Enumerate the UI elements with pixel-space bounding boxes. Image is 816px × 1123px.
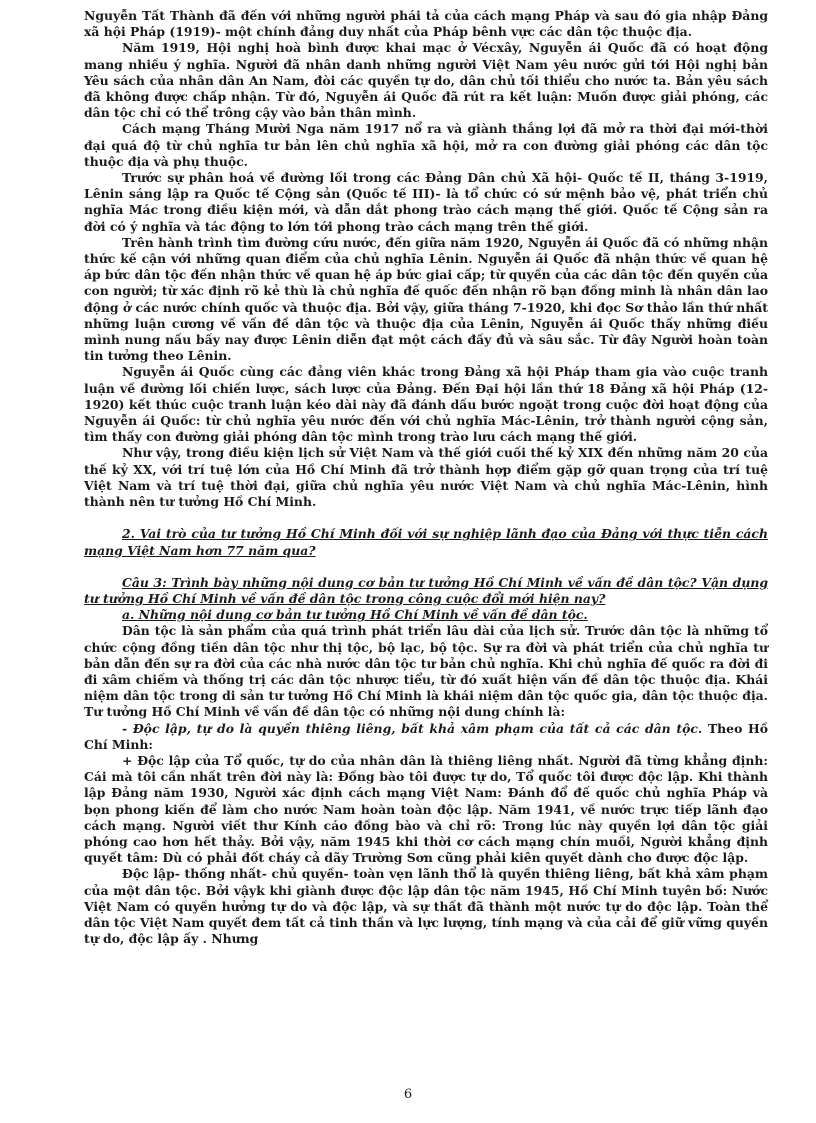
paragraph: Cách mạng Tháng Mười Nga năm 1917 nổ ra và giành thắng lợi đã mở ra thời đại mới-thời đại quá độ từ chủ nghĩa tư bản lên chủ nghĩa xã hội, mở ra con đường giải phóng các dân tộc thuộc địa và phụ thuộc. <box>84 121 768 169</box>
paragraph: Trước sự phân hoá về đường lối trong các Đảng Dân chủ Xã hội- Quốc tế II, tháng 3-1919, Lênin sáng lập ra Quốc tế Cộng sản (Quốc tế III)- là tổ chức có sứ mệnh bảo vệ, phát triển chủ nghĩa Mác trong điều kiện mới, và dẫn dắt phong trào cách mạng thế giới. Quốc tế Cộng sản ra đời có ý nghĩa và tác động to lớn tới phong trào cách mạng trên thế giới. <box>84 170 768 234</box>
section-heading: 2. Vai trò của tư tưởng Hồ Chí Minh đối với sự nghiệp lãnh đạo của Đảng với thực tiễn cách mạng Việt Nam hơn 77 năm qua? <box>84 526 768 558</box>
paragraph: Nguyễn Tất Thành đã đến với những người phái tả của cách mạng Pháp và sau đó gia nhập Đảng xã hội Pháp (1919)- một chính đảng duy nhất của Pháp bênh vực các dân tộc thuộc địa. <box>84 8 768 40</box>
paragraph: Độc lập- thống nhất- chủ quyền- toàn vẹn lãnh thổ là quyền thiêng liêng, bất khả xâm phạm của một dân tộc. Bởi vậyk khi giành được độc lập dân tộc năm 1945, Hồ Chí Minh tuyên bố: Nước Việt Nam có quyền hưởng tự do và độc lập, và sự thất đã thành một nước tự do độc lập. Toàn thể dân tộc Việt Nam quyết đem tất cả tinh thần và lực lượng, tính mạng và của cải để giữ vững quyền tự do, độc lập ấy . Nhưng <box>84 866 768 947</box>
page-number: 6 <box>403 1087 413 1102</box>
paragraph <box>84 721 768 753</box>
paragraph: Như vậy, trong điều kiện lịch sử Việt Nam và thế giới cuối thế kỷ XIX đến những năm 20 của thế kỷ XX, với trí tuệ lớn của Hồ Chí Minh đã trở thành hợp điểm gặp gỡ quan trọng của trí tuệ Việt Nam và trí tuệ thời đại, giữa chủ nghĩa yêu nước Việt Nam và chủ nghĩa Mác-Lênin, hình thành nên tư tưởng Hồ Chí Minh. <box>84 445 768 510</box>
lead-rest: Theo Hồ Chí Minh: <box>84 720 769 752</box>
paragraph: Dân tộc là sản phẩm của quá trình phát triển lâu dài của lịch sử. Trước dân tộc là những tổ chức cộng đồng tiền dân tộc như thị tộc, bộ lạc, bộ tộc. Sự ra đời và phát triển của chủ nghĩa tư bản dẫn đến sự ra đời của các nhà nước dân tộc tư bản chủ nghĩa. Khi chủ nghĩa đế quốc ra đời đi đi xâm chiếm và thống trị các dân tộc nhược tiểu, từ đó xuất hiện vấn đề dân tộc thuộc địa. Khái niệm dân tộc trong di sản tư tưởng Hồ Chí Minh là khái niệm dân tộc quốc gia, dân tộc thuộc địa. Tư tưởng Hồ Chí Minh về vấn đề dân tộc có những nội dung chính là: <box>84 623 768 720</box>
question-heading: Câu 3: Trình bày những nội dung cơ bản tư tưởng Hồ Chí Minh về vấn đề dân tộc? Vận dụng tư tưởng Hồ Chí Minh về vấn đề dân tộc trong công cuộc đổi mới hiện nay? <box>84 574 768 606</box>
subsection-heading: a. Những nội dung cơ bản tư tưởng Hồ Chí Minh về vấn đề dân tộc. <box>122 607 588 623</box>
paragraph: Năm 1919, Hội nghị hoà bình được khai mạc ở Vécxây, Nguyễn ái Quốc đã có hoạt động mang nhiều ý nghĩa. Người đã nhân danh những người Việt Nam yêu nước gửi tới Hội nghị bản Yêu sách của nhân dân An Nam, đòi các quyền tự do, dân chủ tối thiểu cho nước ta. Bản yêu sách đã không được chấp nhận. Từ đó, Nguyễn ái Quốc đã rút ra kết luận: Muốn được giải phóng, các dân tộc chỉ có thể trông cậy vào bản thân mình. <box>84 40 768 121</box>
italic-lead: - Độc lập, tự do là quyền thiêng liêng, bất khả xâm phạm của tất cả các dân tộc. <box>122 720 703 736</box>
paragraph: + Độc lập của Tổ quốc, tự do của nhân dân là thiêng liêng nhất. Người đã từng khẳng định: Cái mà tôi cần nhất trên đời này là: Đồng bào tôi được tự do, Tổ quốc tôi được độc lập. Khi thành lập Đảng năm 1930, Người xác định cách mạng Việt Nam: Đánh đổ đế quốc chủ nghĩa Pháp và bọn phong kiến để làm cho nước Nam hoàn toàn độc lập. Năm 1941, về nước trực tiếp lãnh đạo cách mạng. Người viết thư Kính cáo đồng bào và chỉ rõ: Trong lúc này quyền lợi dân tộc giải phóng cao hơn hết thảy. Bởi vậy, năm 1945 khi thời cơ cách mạng chín muồi, Người khẳng định quyết tâm: Dù có phải đốt cháy cả dãy Trường Sơn cũng phải kiên quyết dành cho được độc lập. <box>84 752 768 866</box>
paragraph: Nguyễn ái Quốc cùng các đảng viên khác trong Đảng xã hội Pháp tham gia vào cuộc tranh luận về đường lối chiến lược, sách lược của Đảng. Đến Đại hội lần thứ 18 Đảng xã hội Pháp (12-1920) kết thúc cuộc tranh luận kéo dài này đã đánh dấu bước ngoặt trong cuộc đời hoạt động của Nguyễn ái Quốc: từ chủ nghĩa yêu nước đến với chủ nghĩa Mác-Lênin, trở thành người cộng sản, tìm thấy con đường giải phóng dân tộc mình trong trào lưu cách mạng thế giới. <box>84 364 768 445</box>
paragraph: Trên hành trình tìm đường cứu nước, đến giữa năm 1920, Nguyễn ái Quốc đã có những nhận thức kế cận với những quan điểm của chủ nghĩa Lênin. Nguyễn ái Quốc đã nhận thức về quan hệ áp bức dân tộc đến nhận thức về quan hệ áp bức giai cấp; từ quyền của các dân tộc đến quyền của con người; từ xác định rõ kẻ thù là chủ nghĩa đế quốc đến nhận rõ bạn đồng minh là nhân dân lao động ở các nước chính quốc và thuộc địa. Bởi vậy, giữa tháng 7-1920, khi đọc Sơ thảo lần thứ nhất những luận cương về vấn đề dân tộc và thuộc địa của Lênin, Nguyễn ái Quốc thấy những điều mình nung nấu bấy nay được Lênin diễn đạt một cách đầy đủ và sâu sắc. Từ đây Người hoàn toàn tin tưởng theo Lênin. <box>84 234 769 364</box>
